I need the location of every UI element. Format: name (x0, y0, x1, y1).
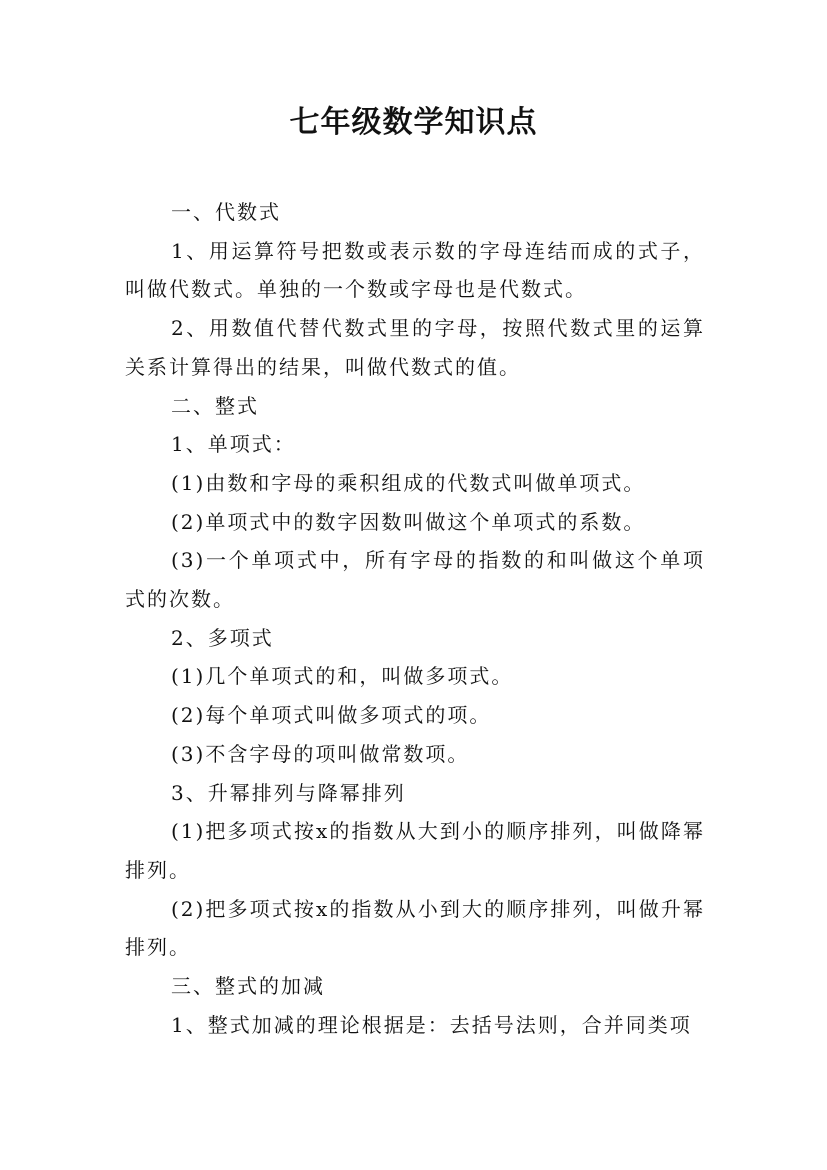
document-body (125, 193, 705, 1044)
paragraph-constant-term: (3)不含字母的项叫做常数项。 (171, 741, 470, 766)
paragraph-polynomial-definition: (1)几个单项式的和，叫做多项式。 (171, 664, 514, 689)
paragraph-monomial-coefficient: (2)单项式中的数字因数叫做这个单项式的系数。 (171, 509, 646, 534)
section-heading-addition-subtraction: 三、整式的加减 (171, 974, 325, 999)
paragraph-monomial-definition: (1)由数和字母的乘积组成的代数式叫做单项式。 (171, 470, 646, 495)
paragraph-algebraic-expression-value: 2、用数值代替代数式里的字母，按照代数式里的运算关系计算得出的结果，叫做代数式的值。 (125, 316, 705, 379)
paragraph-ascending-order: (2)把多项式按x的指数从小到大的顺序排列，叫做升幂排列。 (125, 896, 705, 960)
section-heading-polynomial-integral: 二、整式 (171, 393, 259, 418)
subheading-monomial: 1、单项式： (171, 432, 296, 457)
document-title: 七年级数学知识点 (289, 105, 538, 140)
section-heading-algebraic-expression: 一、代数式 (171, 200, 281, 224)
paragraph-descending-order: (1)把多项式按x的指数从大到小的顺序排列，叫做降幂排列。 (125, 819, 705, 882)
paragraph-addition-subtraction-basis: 1、整式加减的理论根据是：去括号法则，合并同类项 (171, 1012, 692, 1037)
paragraph-monomial-degree: (3)一个单项式中，所有字母的指数的和叫做这个单项式的次数。 (125, 548, 705, 612)
subheading-polynomial: 2、多项式 (171, 625, 274, 650)
subheading-ordering: 3、升幂排列与降幂排列 (171, 780, 406, 805)
paragraph-algebraic-expression-definition: 1、用运算符号把数或表示数的字母连结而成的式子，叫做代数式。单独的一个数或字母也是代数式。 (125, 238, 705, 302)
paragraph-polynomial-term: (2)每个单项式叫做多项式的项。 (171, 703, 492, 728)
